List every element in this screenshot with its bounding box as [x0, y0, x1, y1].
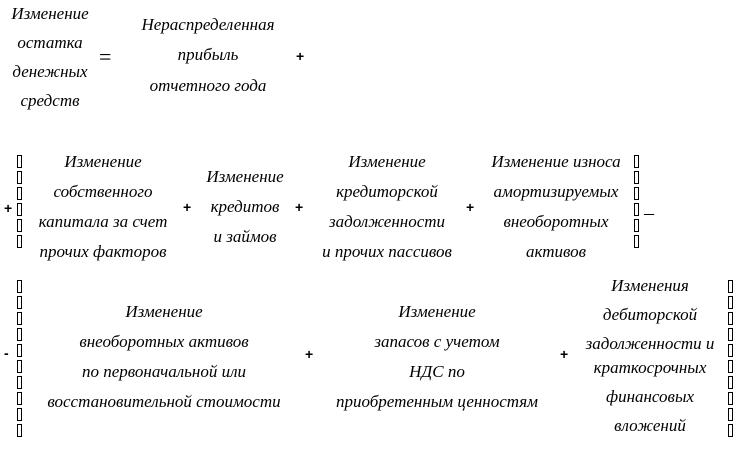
receivables-line-3: задолженности и [585, 334, 715, 353]
noncurrent-line-2: внеоборотных активов [79, 332, 249, 351]
plus-sign-2: + [4, 200, 13, 216]
receivables-change-term [570, 270, 730, 445]
payables-change-term [306, 150, 468, 265]
payables-line-2: кредиторской [336, 182, 438, 201]
retained-profit-line-1: Нераспределенная [141, 15, 275, 34]
receivables-line-5: финансовых [606, 387, 694, 406]
lhs-line-2: остатка [17, 33, 83, 52]
inventory-change-term [316, 295, 558, 415]
equity-line-4: прочих факторов [39, 242, 167, 261]
right-bracket-row3 [728, 280, 734, 440]
inventory-line-3: НДС по [409, 362, 465, 381]
credit-line-1: Изменение [206, 167, 284, 186]
depreciation-line-2: амортизируемых [493, 182, 619, 201]
inventory-line-1: Изменение [398, 302, 476, 321]
payables-line-4: и прочих пассивов [322, 242, 452, 261]
noncurrent-line-3: по первоначальной или [81, 362, 246, 381]
equity-line-1: Изменение [64, 152, 142, 171]
retained-profit-line-2: прибыль [177, 45, 239, 64]
minus-sign-2: - [4, 345, 9, 361]
payables-line-1: Изменение [348, 152, 426, 171]
depreciation-line-1: Изменение износа [491, 152, 621, 171]
credit-line-3: и займов [213, 227, 277, 246]
receivables-line-6: вложений [614, 416, 686, 435]
depreciation-change-term [476, 150, 636, 265]
lhs-line-4: средств [20, 91, 80, 110]
minus-sign-1: – [644, 202, 654, 224]
retained-profit-line-3: отчетного года [149, 76, 267, 95]
credit-change-term [196, 160, 294, 255]
equity-line-3: капитала за счет [38, 212, 168, 231]
lhs-line-3: денежных [12, 62, 88, 81]
plus-sign-6: + [305, 346, 314, 362]
plus-sign-4: + [295, 199, 304, 215]
plus-sign-3: + [183, 199, 192, 215]
plus-sign-1: + [296, 48, 305, 64]
receivables-line-4: краткосрочных [593, 358, 707, 377]
plus-sign-5: + [466, 199, 475, 215]
payables-line-3: задолженности [328, 212, 446, 231]
inventory-line-4: приобретенным ценностям [335, 392, 539, 411]
depreciation-line-3: внеоборотных [503, 212, 609, 231]
noncurrent-assets-change-term [22, 295, 306, 415]
noncurrent-line-4: восстановительной стоимости [47, 392, 281, 411]
plus-sign-7: + [560, 346, 569, 362]
lhs-cash-change [0, 0, 100, 120]
credit-line-2: кредитов [210, 197, 280, 216]
lhs-line-1: Изменение [11, 4, 89, 23]
equity-line-2: собственного [53, 182, 153, 201]
receivables-line-1: Изменения [611, 276, 689, 295]
noncurrent-line-1: Изменение [125, 302, 203, 321]
depreciation-line-4: активов [525, 242, 587, 261]
right-bracket-row2 [634, 155, 640, 255]
receivables-line-2: дебиторской [602, 305, 698, 324]
retained-profit-term [124, 0, 292, 110]
equity-change-term [22, 150, 184, 265]
inventory-line-2: запасов с учетом [374, 332, 500, 351]
equals-sign: = [99, 44, 112, 69]
